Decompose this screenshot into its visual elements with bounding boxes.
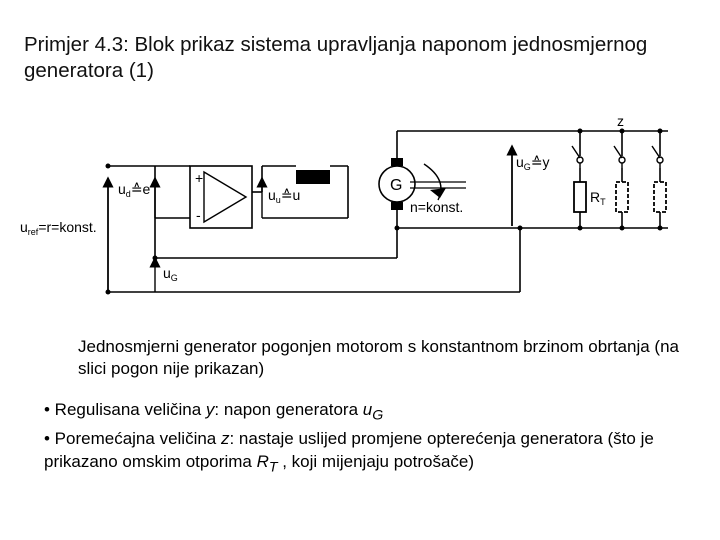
load-resistor-2	[616, 182, 628, 212]
load-switches	[572, 146, 663, 168]
generator-label: G	[390, 177, 403, 194]
plus-sign: +	[195, 170, 204, 186]
label-speed: n=konst.	[410, 199, 464, 215]
bullet-disturbance-variable: • Poremećajna veličina z: nastaje uslijed promjene opterećenja generatora (što je prikazano omskim otporima $R_T$ , koji mijenjaju potrošače)	[44, 429, 654, 476]
label-resistor: $R_T$	[590, 189, 606, 207]
amplifier-block	[190, 166, 252, 228]
diagram-caption: Jednosmjerni generator pogonjen motorom s konstantnom brzinom obrtanja (na slici pogon nije prikazan)	[78, 337, 679, 378]
bullet-list	[44, 398, 684, 480]
label-u-d: $u_d≙e$	[118, 181, 151, 199]
field-winding	[296, 170, 330, 184]
bullet-controlled-variable: • Regulisana veličina y: napon generatora $u_G$	[44, 400, 384, 424]
load-resistor-3	[654, 182, 666, 212]
label-u-g-feedback: $u_G$	[163, 265, 178, 283]
label-disturbance: z	[617, 113, 624, 129]
load-resistor-1	[574, 182, 586, 212]
label-u-g-output: $u_G≙y$	[516, 154, 550, 172]
label-u-ref: $u_{ref}=r=konst$.	[20, 219, 97, 237]
minus-sign: -	[196, 207, 201, 223]
slide-title: Primjer 4.3: Blok prikaz sistema upravljanja naponom jednosmjernog generatora (1)	[24, 33, 648, 82]
label-u-u: $u_u≙u$	[268, 187, 301, 205]
